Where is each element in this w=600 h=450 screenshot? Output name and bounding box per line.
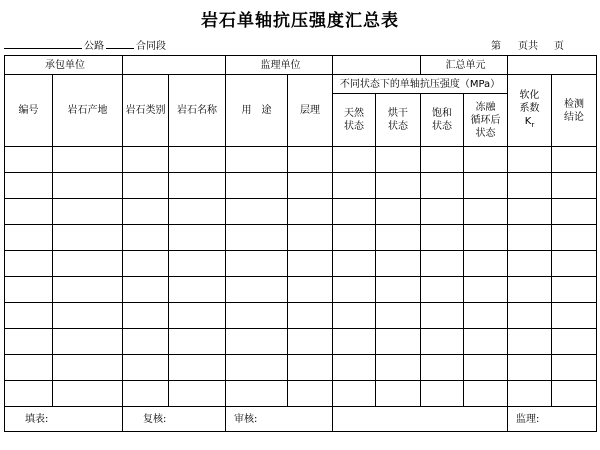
table-cell[interactable] [5,199,53,225]
table-cell[interactable] [333,173,376,199]
table-cell[interactable] [421,199,464,225]
table-cell[interactable] [552,251,597,277]
col-dried: 烘干 状态 [376,94,421,147]
col-origin: 岩石产地 [53,75,123,147]
table-cell[interactable] [421,173,464,199]
table-row [5,303,597,329]
table-cell[interactable] [464,147,508,173]
road-name-blank[interactable] [4,37,82,49]
table-cell[interactable] [5,355,53,381]
table-cell[interactable] [376,355,421,381]
supervisor-unit-label: 监理单位 [226,56,333,75]
table-cell[interactable] [226,381,288,407]
table-cell[interactable] [508,225,552,251]
table-cell[interactable] [53,277,123,303]
col-softening: 软化 系数 $K_r$ [508,75,552,147]
table-cell[interactable] [333,199,376,225]
table-cell[interactable] [333,303,376,329]
col-saturated: 饱和 状态 [421,94,464,147]
table-cell[interactable] [421,147,464,173]
table-cell[interactable] [288,147,333,173]
summary-unit-label: 汇总单元 [421,56,508,75]
table-cell[interactable] [5,303,53,329]
table-cell[interactable] [5,251,53,277]
table-cell[interactable] [333,147,376,173]
table-cell[interactable] [508,251,552,277]
col-category: 岩石类别 [123,75,169,147]
table-cell[interactable] [288,199,333,225]
table-cell[interactable] [226,329,288,355]
table-cell[interactable] [376,199,421,225]
table-cell[interactable] [53,225,123,251]
table-cell[interactable] [508,355,552,381]
table-cell[interactable] [421,381,464,407]
table-cell[interactable] [169,355,226,381]
table-cell[interactable] [421,329,464,355]
table-cell[interactable] [288,277,333,303]
table-cell[interactable] [552,303,597,329]
table-cell[interactable] [226,303,288,329]
table-cell[interactable] [376,225,421,251]
table-cell[interactable] [169,329,226,355]
table-cell[interactable] [508,277,552,303]
table-cell[interactable] [226,355,288,381]
table-cell[interactable] [123,381,169,407]
auditor-label: 审核: [226,407,333,432]
table-row [5,355,597,381]
table-cell[interactable] [5,225,53,251]
data-rows [5,147,597,407]
table-cell[interactable] [552,355,597,381]
table-row [5,147,597,173]
table-cell[interactable] [123,199,169,225]
table-cell[interactable] [53,329,123,355]
table-cell[interactable] [169,381,226,407]
table-row [5,199,597,225]
table-cell[interactable] [53,303,123,329]
table-cell[interactable] [169,147,226,173]
table-cell[interactable] [288,329,333,355]
document-header [0,37,600,53]
table-cell[interactable] [464,173,508,199]
table-cell[interactable] [169,199,226,225]
table-cell[interactable] [333,329,376,355]
table-row [5,277,597,303]
table-cell[interactable] [169,173,226,199]
table-cell[interactable] [464,303,508,329]
table-cell[interactable] [333,251,376,277]
table-cell[interactable] [123,173,169,199]
table-cell[interactable] [226,147,288,173]
table-cell[interactable] [226,251,288,277]
table-cell[interactable] [464,225,508,251]
pages-total-label: 页共 [518,41,538,52]
table-cell[interactable] [5,277,53,303]
table-cell[interactable] [421,251,464,277]
table-cell[interactable] [5,329,53,355]
col-strength-group: 不同状态下的单轴抗压强度（MPa） [333,75,508,94]
table-cell[interactable] [226,225,288,251]
table-cell[interactable] [376,173,421,199]
table-cell[interactable] [421,355,464,381]
table-cell[interactable] [552,199,597,225]
contract-label: 合同段 [136,41,166,52]
table-cell[interactable] [552,329,597,355]
table-cell[interactable] [508,381,552,407]
table-cell[interactable] [552,381,597,407]
table-cell[interactable] [288,173,333,199]
auditor-field[interactable] [333,407,508,432]
table-cell[interactable] [464,251,508,277]
table-cell[interactable] [376,251,421,277]
col-layer: 层理 [288,75,333,147]
col-conclusion: 检测 结论 [552,75,597,147]
table-cell[interactable] [53,355,123,381]
table-cell[interactable] [5,173,53,199]
table-cell[interactable] [552,173,597,199]
table-cell[interactable] [288,251,333,277]
header-row-1 [5,75,597,94]
table-cell[interactable] [123,329,169,355]
table-cell[interactable] [53,173,123,199]
table-cell[interactable] [376,277,421,303]
table-cell[interactable] [288,381,333,407]
contract-blank[interactable] [106,37,134,49]
table-cell[interactable] [53,381,123,407]
table-cell[interactable] [5,147,53,173]
page-end-label: 页 [554,41,564,52]
summary-unit-field[interactable] [508,56,597,75]
col-id: 编号 [5,75,53,147]
info-row [5,56,597,75]
table-cell[interactable] [421,303,464,329]
table-cell[interactable] [333,381,376,407]
table-row [5,225,597,251]
filler-label: 填表: [5,407,123,432]
table-cell[interactable] [123,147,169,173]
table-cell[interactable] [376,147,421,173]
table-cell[interactable] [123,225,169,251]
table-cell[interactable] [464,355,508,381]
col-freeze-thaw: 冻融 循环后 状态 [464,94,508,147]
table-cell[interactable] [226,199,288,225]
col-natural: 天然 状态 [333,94,376,147]
reviewer-label: 复核: [123,407,226,432]
table-row [5,329,597,355]
table-cell[interactable] [421,277,464,303]
table-cell[interactable] [123,251,169,277]
table-cell[interactable] [508,303,552,329]
contractor-field[interactable] [123,56,226,75]
table-cell[interactable] [508,147,552,173]
table-cell[interactable] [169,251,226,277]
table-cell[interactable] [552,225,597,251]
table-cell[interactable] [123,355,169,381]
table-cell[interactable] [123,303,169,329]
table-row [5,381,597,407]
table-cell[interactable] [464,329,508,355]
table-cell[interactable] [464,277,508,303]
table-row [5,173,597,199]
summary-table [4,55,597,432]
col-name: 岩石名称 [169,75,226,147]
page-label: 第 [491,41,501,52]
table-cell[interactable] [508,329,552,355]
table-cell[interactable] [508,199,552,225]
table-cell[interactable] [376,329,421,355]
page-title: 岩石单轴抗压强度汇总表 [201,11,399,31]
table-cell[interactable] [169,225,226,251]
supervisor-sign-label: 监理: [508,407,597,432]
table-row [5,251,597,277]
table-cell[interactable] [288,225,333,251]
table-cell[interactable] [333,225,376,251]
col-usage: 用 途 [226,75,288,147]
table-cell[interactable] [376,381,421,407]
table-cell[interactable] [169,277,226,303]
road-label: 公路 [84,41,104,52]
table-cell[interactable] [376,303,421,329]
table-cell[interactable] [552,147,597,173]
table-cell[interactable] [226,173,288,199]
supervisor-unit-field[interactable] [333,56,421,75]
table-cell[interactable] [333,277,376,303]
table-cell[interactable] [5,381,53,407]
table-cell[interactable] [169,303,226,329]
contractor-label: 承包单位 [5,56,123,75]
table-cell[interactable] [53,147,123,173]
table-cell[interactable] [288,355,333,381]
table-cell[interactable] [226,277,288,303]
table-cell[interactable] [53,251,123,277]
table-cell[interactable] [333,355,376,381]
table-cell[interactable] [464,199,508,225]
table-cell[interactable] [464,381,508,407]
table-cell[interactable] [288,303,333,329]
signature-row [5,407,597,432]
table-cell[interactable] [552,277,597,303]
table-cell[interactable] [508,173,552,199]
table-cell[interactable] [123,277,169,303]
table-cell[interactable] [421,225,464,251]
table-cell[interactable] [53,199,123,225]
